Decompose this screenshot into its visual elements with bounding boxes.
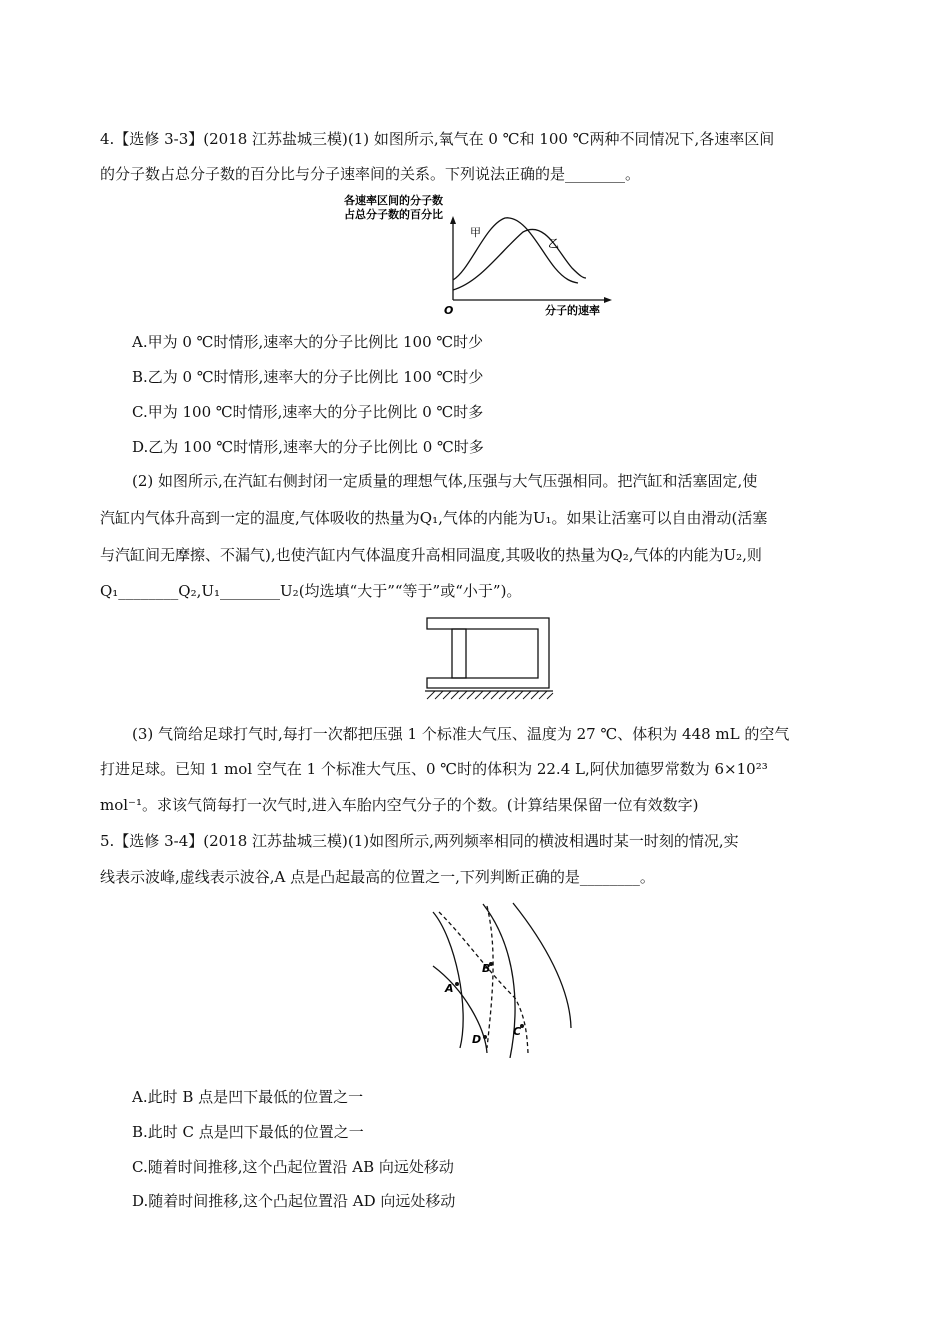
- q5-option-a: A.此时 B 点是凹下最低的位置之一: [132, 1088, 364, 1106]
- q4-part3-line-3: mol⁻¹。求该气筒每打一次气时,进入车胎内空气分子的个数。(计算结果保留一位有效数字): [100, 796, 699, 814]
- q5-option-b: B.此时 C 点是凹下最低的位置之一: [132, 1123, 364, 1141]
- piston: [452, 629, 466, 678]
- point-d-label: D: [472, 1033, 482, 1046]
- point-c-label: C: [513, 1025, 522, 1038]
- q5-option-c: C.随着时间推移,这个凸起位置沿 AB 向远处移动: [132, 1158, 454, 1176]
- q5-option-d: D.随着时间推移,这个凸起位置沿 AD 向远处移动: [132, 1192, 456, 1210]
- ground-hatching: [427, 691, 553, 699]
- fig1-ylabel-line1: 各速率区间的分子数: [344, 194, 443, 207]
- point-a-dot: [455, 982, 459, 986]
- q4-option-a: A.甲为 0 ℃时情形,速率大的分子比例比 100 ℃时少: [132, 333, 484, 351]
- q4-stem-line-2: 的分子数占总分子数的百分比与分子速率间的关系。下列说法正确的是________。: [100, 165, 641, 183]
- speed-distribution-figure: [340, 190, 620, 320]
- wave-interference-figure: [425, 898, 575, 1058]
- point-a-label: A: [445, 982, 454, 995]
- fig1-origin: O: [444, 304, 454, 317]
- q4-part2-line-4: Q₁________Q₂,U₁________U₂(均选填“大于”“等于”或“小于”)。: [100, 582, 522, 600]
- crest-line-4: [513, 903, 571, 1028]
- q5-stem-line-1: 5.【选修 3-4】(2018 江苏盐城三模)(1)如图所示,两列频率相同的横波相遇时某一时刻的情况,实: [100, 832, 739, 850]
- fig1-y-arrow: [450, 216, 456, 224]
- fig1-ylabel-line2: 占总分子数的百分比: [344, 208, 443, 221]
- q4-part3-line-1: (3) 气筒给足球打气时,每打一次都把压强 1 个标准大气压、温度为 27 ℃、体积为 448 mL 的空气: [132, 725, 790, 743]
- q4-option-c: C.甲为 100 ℃时情形,速率大的分子比例比 0 ℃时多: [132, 403, 484, 421]
- fig1-label-jia: 甲: [470, 226, 481, 239]
- trough-line-2: [487, 906, 493, 1048]
- q4-stem-line-1: 4.【选修 3-3】(2018 江苏盐城三模)(1) 如图所示,氧气在 0 ℃和 100 ℃两种不同情况下,各速率区间: [100, 130, 775, 148]
- fig1-xlabel: 分子的速率: [545, 304, 600, 317]
- cylinder-wall: [427, 618, 549, 688]
- q4-part2-line-1: (2) 如图所示,在汽缸右侧封闭一定质量的理想气体,压强与大气压强相同。把汽缸和活塞固定,使: [132, 472, 758, 490]
- q4-part2-line-3: 与汽缸间无摩擦、不漏气),也使汽缸内气体温度升高相同温度,其吸收的热量为Q₂,气体的内能为U₂,则: [100, 546, 762, 564]
- point-d-dot: [483, 1035, 487, 1039]
- q4-part3-line-2: 打进足球。已知 1 mol 空气在 1 个标准大气压、0 ℃时的体积为 22.4 L,阿伏加德罗常数为 6×10²³: [100, 760, 768, 778]
- q4-option-b: B.乙为 0 ℃时情形,速率大的分子比例比 100 ℃时少: [132, 368, 484, 386]
- q4-part2-line-2: 汽缸内气体升高到一定的温度,气体吸收的热量为Q₁,气体的内能为U₁。如果让活塞可以自由滑动(活塞: [100, 509, 768, 527]
- q4-option-d: D.乙为 100 ℃时情形,速率大的分子比例比 0 ℃时多: [132, 438, 484, 456]
- fig1-x-arrow: [604, 297, 612, 303]
- cylinder-piston-figure: [415, 610, 565, 705]
- fig1-label-yi: 乙: [548, 237, 559, 250]
- point-b-label: B: [482, 962, 491, 975]
- q5-stem-line-2: 线表示波峰,虚线表示波谷,A 点是凸起最高的位置之一,下列判断正确的是________。: [100, 868, 655, 886]
